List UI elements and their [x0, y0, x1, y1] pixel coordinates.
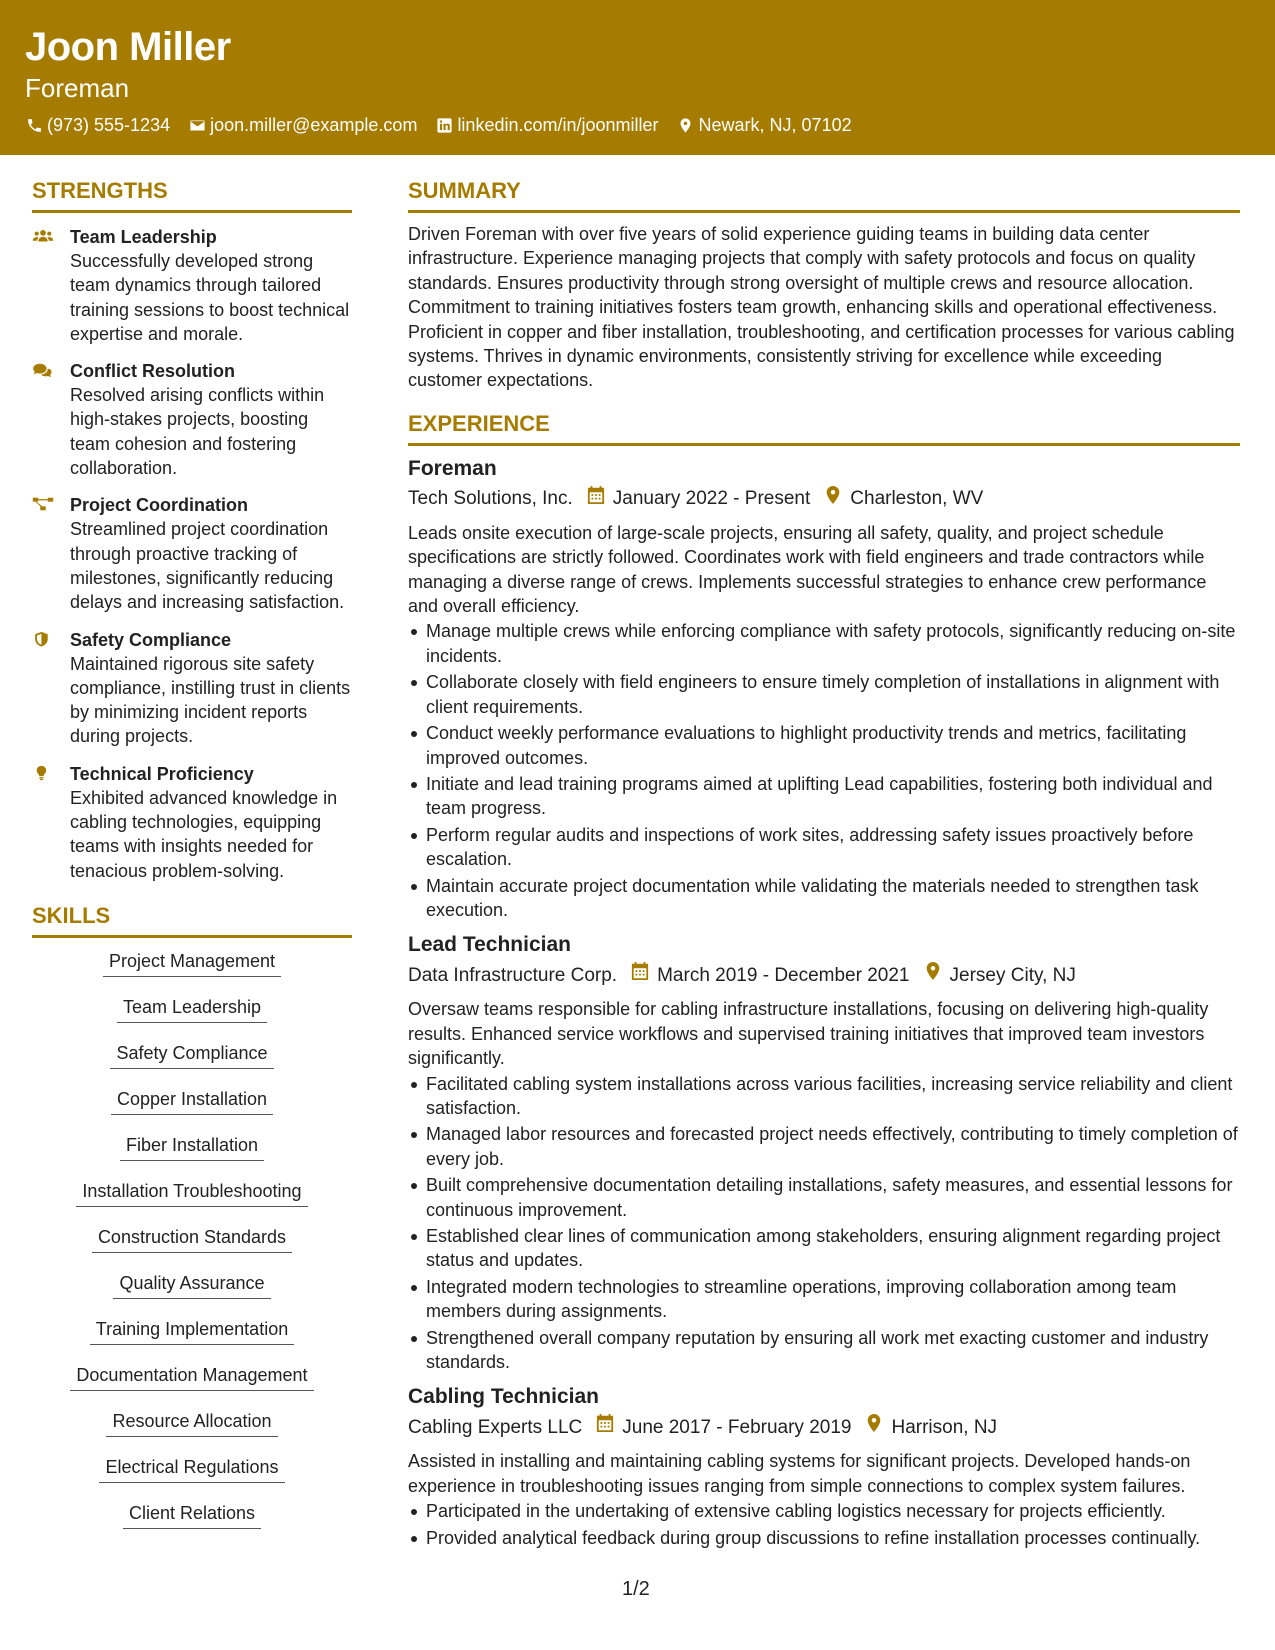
strength-item	[32, 225, 352, 346]
skill-tag: Construction Standards	[92, 1226, 292, 1253]
contact-phone[interactable]	[25, 113, 170, 137]
users-icon	[32, 225, 70, 346]
job-bullet: Integrated modern technologies to streamline operations, improving collaboration among team members during assignments.	[408, 1275, 1240, 1324]
job-bullets	[408, 619, 1240, 922]
skill-tag: Electrical Regulations	[99, 1456, 284, 1483]
skill-tag: Copper Installation	[111, 1088, 273, 1115]
job-bullet: Facilitated cabling system installations across various facilities, increasing service reliability and client satisfaction.	[408, 1072, 1240, 1121]
skill-tag: Installation Troubleshooting	[76, 1180, 307, 1207]
phone-icon	[25, 116, 43, 134]
job-bullet: Participated in the undertaking of extensive cabling logistics necessary for projects efficiently.	[408, 1499, 1240, 1523]
job-entry	[408, 455, 1240, 923]
skill-tag: Project Management	[103, 950, 281, 977]
phone-text: (973) 555-1234	[47, 115, 171, 135]
right-column	[408, 178, 1240, 1552]
job-bullet: Manage multiple crews while enforcing compliance with safety protocols, significantly reducing on-site incidents.	[408, 619, 1240, 668]
strength-item	[32, 762, 352, 883]
candidate-title: Foreman	[25, 73, 130, 103]
strength-title: Project Coordination	[70, 495, 249, 516]
contact-email[interactable]	[188, 113, 417, 137]
job-bullet: Managed labor resources and forecasted project needs effectively, contributing to timely completion of every job.	[408, 1122, 1240, 1171]
skill-tag: Fiber Installation	[120, 1134, 264, 1161]
strength-title: Safety Compliance	[70, 629, 232, 650]
strength-item	[32, 493, 352, 614]
linkedin-icon	[435, 116, 453, 134]
project-diagram-icon	[32, 493, 70, 614]
job-location: Jersey City, NJ	[949, 964, 1076, 986]
location-text: Newark, NJ, 07102	[698, 115, 852, 135]
experience-heading: EXPERIENCE	[408, 411, 1240, 446]
lightbulb-icon	[32, 762, 70, 883]
strength-desc: Successfully developed strong team dynamics through tailored training sessions to boost technical expertise and morale.	[70, 251, 350, 344]
skill-tag: Team Leadership	[117, 996, 267, 1023]
job-title: Foreman	[408, 456, 497, 480]
job-dates: January 2022 - Present	[612, 488, 811, 510]
job-bullet: Perform regular audits and inspections of work sites, addressing safety issues proactively before escalation.	[408, 823, 1240, 872]
skills-list	[32, 950, 352, 1548]
skill-tag: Resource Allocation	[106, 1410, 277, 1437]
contact-bar	[25, 113, 1250, 137]
strength-desc: Resolved arising conflicts within high-stakes projects, boosting team cohesion and fostering collaboration.	[70, 385, 325, 479]
candidate-name: Joon Miller	[25, 25, 231, 69]
job-description: Oversaw teams responsible for cabling infrastructure installations, focusing on delivering high-quality results. Enhanced service workflows and supervised training initiatives that improved team investors significantly.	[408, 999, 1209, 1069]
strengths-list	[32, 225, 352, 883]
job-bullet: Built comprehensive documentation detailing installations, safety measures, and essential lessons for continuous improvement.	[408, 1173, 1240, 1222]
job-company: Data Infrastructure Corp.	[408, 964, 618, 986]
map-marker-icon	[810, 485, 850, 514]
job-description: Assisted in installing and maintaining cabling systems for significant projects. Developed hands-on experience in troubleshooting issues ranging from simple connections to complex system failures.	[408, 1451, 1191, 1496]
job-description: Leads onsite execution of large-scale projects, ensuring all safety, quality, and project schedule specifications are strictly followed. Coordinates work with field engineers and trade contractors while managing a diverse range of crews. Implements successful strategies to enhance crew performance and overall efficiency.	[408, 522, 1207, 617]
skill-tag: Quality Assurance	[113, 1272, 270, 1299]
job-bullet: Conduct weekly performance evaluations to highlight productivity trends and metrics, facilitating improved outcomes.	[408, 721, 1240, 770]
strength-desc: Exhibited advanced knowledge in cabling technologies, equipping teams with insights needed for tenacious problem-solving.	[70, 787, 338, 881]
strengths-heading: STRENGTHS	[32, 178, 352, 213]
skill-tag: Training Implementation	[90, 1318, 294, 1345]
comments-icon	[32, 359, 70, 480]
strength-item	[32, 628, 352, 749]
calendar-icon	[582, 1413, 622, 1442]
page-number: 1/2	[622, 1578, 650, 1600]
job-meta	[408, 961, 1240, 990]
strength-title: Conflict Resolution	[70, 361, 235, 382]
left-column	[32, 178, 352, 1548]
job-bullet: Maintain accurate project documentation while validating the materials needed to strengthen task execution.	[408, 874, 1240, 923]
job-title: Lead Technician	[408, 933, 571, 957]
shield-icon	[32, 628, 70, 749]
calendar-icon	[573, 485, 613, 514]
summary-heading: SUMMARY	[408, 178, 1240, 213]
job-bullets	[408, 1072, 1240, 1375]
strength-title: Technical Proficiency	[70, 763, 254, 784]
job-location: Harrison, NJ	[891, 1416, 998, 1438]
map-marker-icon	[910, 961, 950, 990]
strength-desc: Maintained rigorous site safety compliance, instilling trust in clients by minimizing incident reports during projects.	[70, 653, 351, 747]
email-text: joon.miller@example.com	[210, 115, 418, 135]
job-company: Tech Solutions, Inc.	[408, 488, 573, 510]
job-meta	[408, 1413, 1240, 1442]
strength-desc: Streamlined project coordination through proactive tracking of milestones, significantly reducing delays and increasing satisfaction.	[70, 519, 345, 613]
skill-tag: Safety Compliance	[110, 1042, 273, 1069]
job-bullet: Strengthened overall company reputation by ensuring all work met exacting customer and industry standards.	[408, 1326, 1240, 1375]
job-company: Cabling Experts LLC	[408, 1416, 583, 1438]
job-location: Charleston, WV	[850, 488, 984, 510]
job-bullets	[408, 1499, 1240, 1550]
strength-item	[32, 359, 352, 480]
map-marker-icon	[851, 1413, 891, 1442]
job-entry	[408, 931, 1240, 1374]
job-meta	[408, 485, 1240, 514]
job-bullet: Collaborate closely with field engineers to ensure timely completion of installations in alignment with client requirements.	[408, 670, 1240, 719]
job-title: Cabling Technician	[408, 1385, 599, 1409]
job-bullet: Provided analytical feedback during group discussions to refine installation processes continually.	[408, 1526, 1240, 1550]
envelope-icon	[188, 116, 206, 134]
strength-title: Team Leadership	[70, 227, 217, 247]
summary-text: Driven Foreman with over five years of solid experience guiding teams in building data center infrastructure. Experience managing projects that comply with safety protocols and focus on quality standards. Ensures productivity through strong oversight of multiple crews and resource allocation. Commitment to training initiatives fosters team growth, enhancing skills and operational effectiveness. Proficient in copper and fiber installation, troubleshooting, and certification processes for various cabling systems. Thrives in dynamic environments, consistently striving for excellence while exceeding customer expectations.	[408, 224, 1235, 391]
skills-heading: SKILLS	[32, 903, 352, 938]
linkedin-text: linkedin.com/in/joonmiller	[457, 115, 659, 135]
job-dates: March 2019 - December 2021	[657, 964, 910, 986]
job-dates: June 2017 - February 2019	[622, 1416, 852, 1438]
resume-header	[0, 0, 1275, 155]
skill-tag: Documentation Management	[70, 1364, 313, 1391]
job-bullet: Initiate and lead training programs aimed at uplifting Lead capabilities, fostering both individual and team progress.	[408, 772, 1240, 821]
contact-linkedin[interactable]	[435, 113, 658, 137]
job-entry	[408, 1383, 1240, 1550]
contact-location	[677, 113, 852, 137]
calendar-icon	[617, 961, 657, 990]
skill-tag: Client Relations	[123, 1502, 261, 1529]
map-marker-icon	[677, 116, 695, 134]
job-bullet: Established clear lines of communication among stakeholders, ensuring alignment regarding project status and updates.	[408, 1224, 1240, 1273]
